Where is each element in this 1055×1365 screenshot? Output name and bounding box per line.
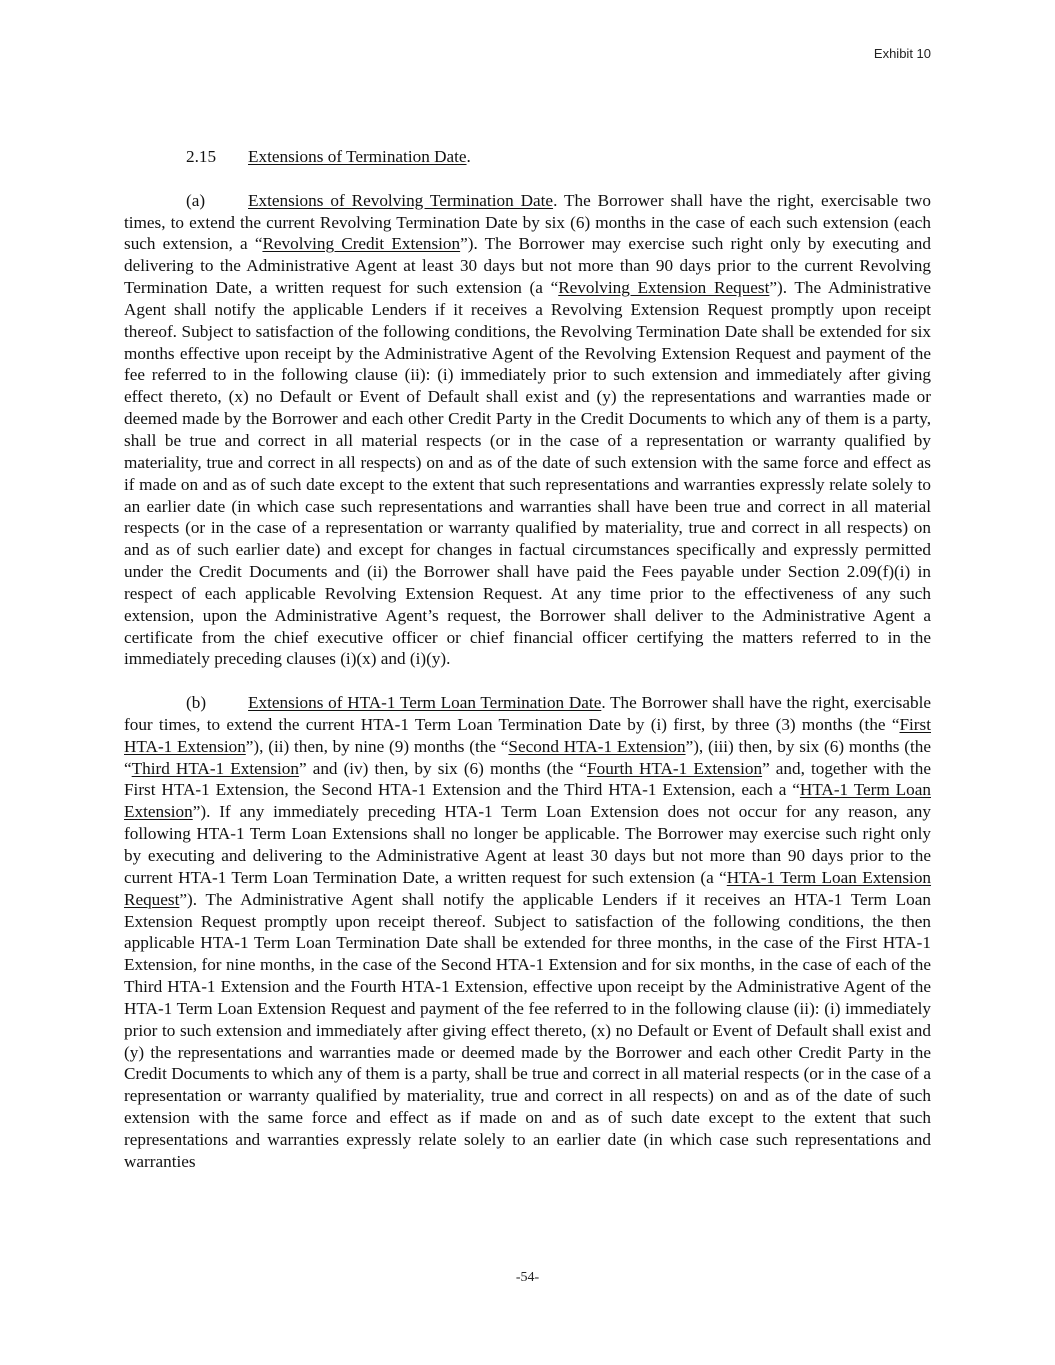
paragraph-b-title: Extensions of HTA-1 Term Loan Termination Date — [248, 693, 602, 713]
defined-term-hta1-term-loan-extension: HTA-1 Term Loan Extension — [124, 780, 931, 822]
paragraph-b-text-7: ”). The Administrative Agent shall notify the applicable Lenders if it receives an HTA-1 Term Loan Extension Request promptly upon receipt thereof. Subject to satisfaction of the following conditions, the then applicable HTA-1 Term Loan Termination Date shall be extended for three months, in the case of the First HTA-1 Extension, for nine months, in the case of the Second HTA-1 Extension and for six months, in the case of each of the Third HTA-1 Extension and the Fourth HTA-1 Extension, effective upon receipt by the Administrative Agent of the HTA-1 Term Loan Extension Request and payment of the fee referred to in the following clause (ii): (i) immediately prior to such extension and immediately after giving effect thereto, (x) no Default or Event of Default shall exist and (y) the representations and warranties made or deemed made by the Borrower and each other Credit Party in the Credit Documents to which any of them is a party, shall be true and correct in all material respects (or in the case of a representation or warranty qualified by materiality, true and correct in all respects) on and as of the date of such extension with the same force and effect as if made on and as of such date except to the extent that such representations and warranties expressly relate solely to an earlier date (in which case such representations and warranties — [124, 889, 931, 1171]
section-heading: 2.15 Extensions of Termination Date. — [186, 147, 471, 166]
section-title: Extensions of Termination Date — [248, 147, 467, 166]
defined-term-hta1-term-loan-extension-request: HTA-1 Term Loan Extension Request — [124, 867, 932, 909]
defined-term-revolving-extension-request: Revolving Extension Request — [558, 278, 770, 298]
paragraph-b-text-6: ”). If any immediately preceding HTA-1 Term Loan Extension does not occur for any reason, any following HTA-1 Term Loan Extensions shall no longer be applicable. The Borrower may exercise such right only by executing and delivering to the Administrative Agent at least 30 days but not more than 90 days prior to the current HTA-1 Term Loan Termination Date, a written request for such extension (a “ — [124, 802, 931, 887]
paragraph-a-text-2: ”). The Borrower may exercise such right only by executing and delivering to the Administrative Agent at least 30 days but not more than 90 days prior to the current Revolving Termination Date, a written request for such extension (a “ — [124, 234, 931, 298]
document-body — [124, 146, 931, 1195]
paragraph-a-title: Extensions of Revolving Termination Date — [248, 190, 554, 210]
paragraph-b-label: (b) — [186, 693, 207, 713]
paragraph-b-text-3: ”), (iii) then, by six (6) months (the “ — [124, 736, 931, 778]
paragraph-a-label: (a) — [186, 190, 206, 210]
paragraph-b-text-5: ” and, together with the First HTA-1 Extension, the Second HTA-1 Extension and the Third HTA-1 Extension, each a “ — [124, 758, 931, 800]
defined-term-second-hta1-extension: Second HTA-1 Extension — [508, 736, 686, 756]
defined-term-fourth-hta1-extension: Fourth HTA-1 Extension — [587, 758, 763, 778]
page-number: -54- — [515, 1270, 540, 1285]
paragraph-a-text-1: . The Borrower shall have the right, exercisable two times, to extend the current Revolving Termination Date by six (6) months in the case of each such extension (each such extension, a “ — [124, 190, 931, 254]
paragraph-b — [124, 692, 931, 1173]
defined-term-third-hta1-extension: Third HTA-1 Extension — [131, 758, 299, 778]
section-number: 2.15 — [186, 147, 217, 166]
paragraph-b-text-2: ”), (ii) then, by nine (9) months (the “ — [245, 736, 509, 756]
exhibit-label: Exhibit 10 — [873, 46, 931, 61]
paragraph-b-text-1: . The Borrower shall have the right, exercisable four times, to extend the current HTA-1 Term Loan Termination Date by (i) first, by three (3) months (the “ — [124, 693, 931, 734]
paragraph-b-text-4: ” and (iv) then, by six (6) months (the “ — [298, 758, 588, 778]
defined-term-first-hta1-extension: First HTA-1 Extension — [124, 714, 931, 756]
defined-term-revolving-credit-extension: Revolving Credit Extension — [262, 234, 461, 254]
paragraph-a-text-3: ”). The Administrative Agent shall notify the applicable Lenders if it receives a Revolving Extension Request promptly upon receipt thereof. Subject to satisfaction of the following conditions, the Revolving Termination Date shall be extended for six months effective upon receipt by the Administrative Agent of the Revolving Extension Request and payment of the fee referred to in the following clause (ii): (i) immediately prior to such extension and immediately after giving effect thereto, (x) no Default or Event of Default shall exist and (y) the representations and warranties made or deemed made by the Borrower and each other Credit Party in the Credit Documents to which any of them is a party, shall be true and correct in all material respects (or in the case of a representation or warranty qualified by materiality, true and correct in all respects) on and as of the date of such extension with the same force and effect as if made on and as of such date except to the extent that such representations and warranties expressly relate solely to an earlier date (in which case such representations and warranties shall have been true and correct in all material respects (or in the case of a representation or warranty qualified by materiality, true and correct in all respects) on and as of such earlier date) and except for changes in factual circumstances specifically and expressly permitted under the Credit Documents and (ii) the Borrower shall have paid the Fees payable under Section 2.09(f)(i) in respect of each applicable Revolving Extension Request. At any time prior to the effectiveness of any such extension, upon the Administrative Agent’s request, the Borrower shall deliver to the Administrative Agent a certificate from the chief executive officer or chief financial officer certifying the matters referred to in the immediately preceding clauses (i)(x) and (i)(y). — [124, 278, 932, 669]
paragraph-a — [124, 190, 931, 671]
